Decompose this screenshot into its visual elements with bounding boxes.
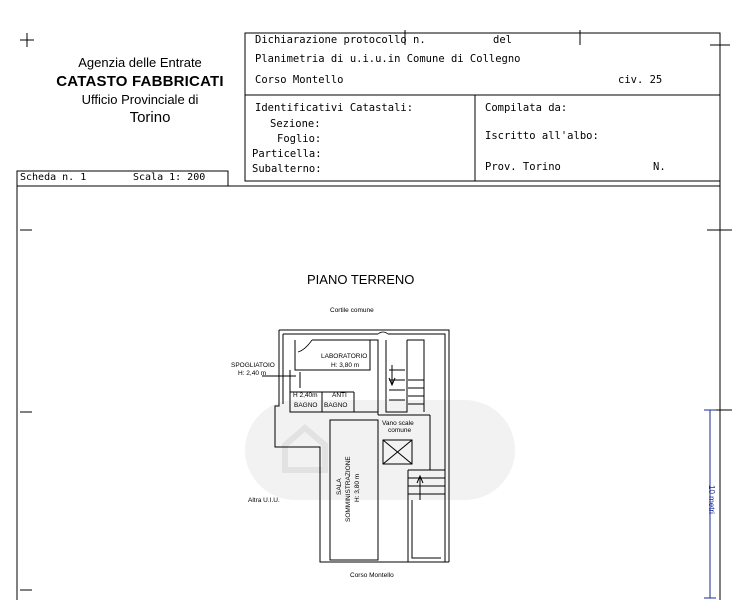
sala-height: H: 3,80 m (354, 473, 361, 502)
iscritto-label: Iscritto all'albo: (485, 130, 599, 142)
vano-comune-label: comune (388, 427, 412, 434)
cortile-label: Cortile comune (330, 307, 374, 314)
civic-number: civ. 25 (618, 74, 663, 86)
laboratorio-label: LABORATORIO (321, 353, 368, 360)
protocol-date-label: del (493, 34, 512, 46)
altra-uiu-label: Altra U.I.U. (248, 497, 280, 504)
spogliatoio-label: SPOGLIATOIO (231, 362, 275, 369)
subalterno-label: Subalterno: (252, 163, 322, 175)
scala-label: Scala 1: 200 (133, 172, 206, 183)
plan-title: PIANO TERRENO (307, 272, 415, 287)
anti-label: ANTI (332, 392, 347, 399)
corso-montello-label: Corso Montello (350, 572, 394, 579)
catasto-title: CATASTO FABBRICATI (56, 73, 224, 90)
ids-title: Identificativi Catastali: (255, 102, 414, 114)
bagno-height: H 2,40m (293, 392, 318, 399)
agency-name: Agenzia delle Entrate (78, 55, 202, 70)
province-name: Torino (129, 109, 171, 126)
planimetria-label: Planimetria di u.i.u.in Comune di Collegno (255, 53, 521, 65)
bagno-label-1: BAGNO (294, 402, 318, 409)
sala-label: SALA (336, 478, 343, 495)
n-label: N. (653, 161, 666, 173)
vano-scale-label: Vano scale (382, 420, 414, 427)
bagno-label-2: BAGNO (324, 402, 348, 409)
foglio-label: Foglio: (277, 133, 322, 145)
compilata-label: Compilata da: (485, 102, 568, 114)
laboratorio-height: H: 3,80 m (331, 362, 360, 369)
protocol-label: Dichiarazione protocollo n. (255, 34, 426, 46)
particella-label: Particella: (252, 148, 322, 160)
sezione-label: Sezione: (270, 118, 321, 130)
scheda-label: Scheda n. 1 (20, 172, 87, 183)
scale-bar-label: 10 metri (707, 485, 716, 514)
somministrazione-label: SOMMINISTRAZIONE (345, 456, 352, 522)
prov-label: Prov. Torino (485, 161, 561, 173)
spogliatoio-height: H: 2,40 m (238, 370, 267, 377)
address-label: Corso Montello (255, 74, 344, 86)
ufficio-label: Ufficio Provinciale di (81, 92, 199, 107)
